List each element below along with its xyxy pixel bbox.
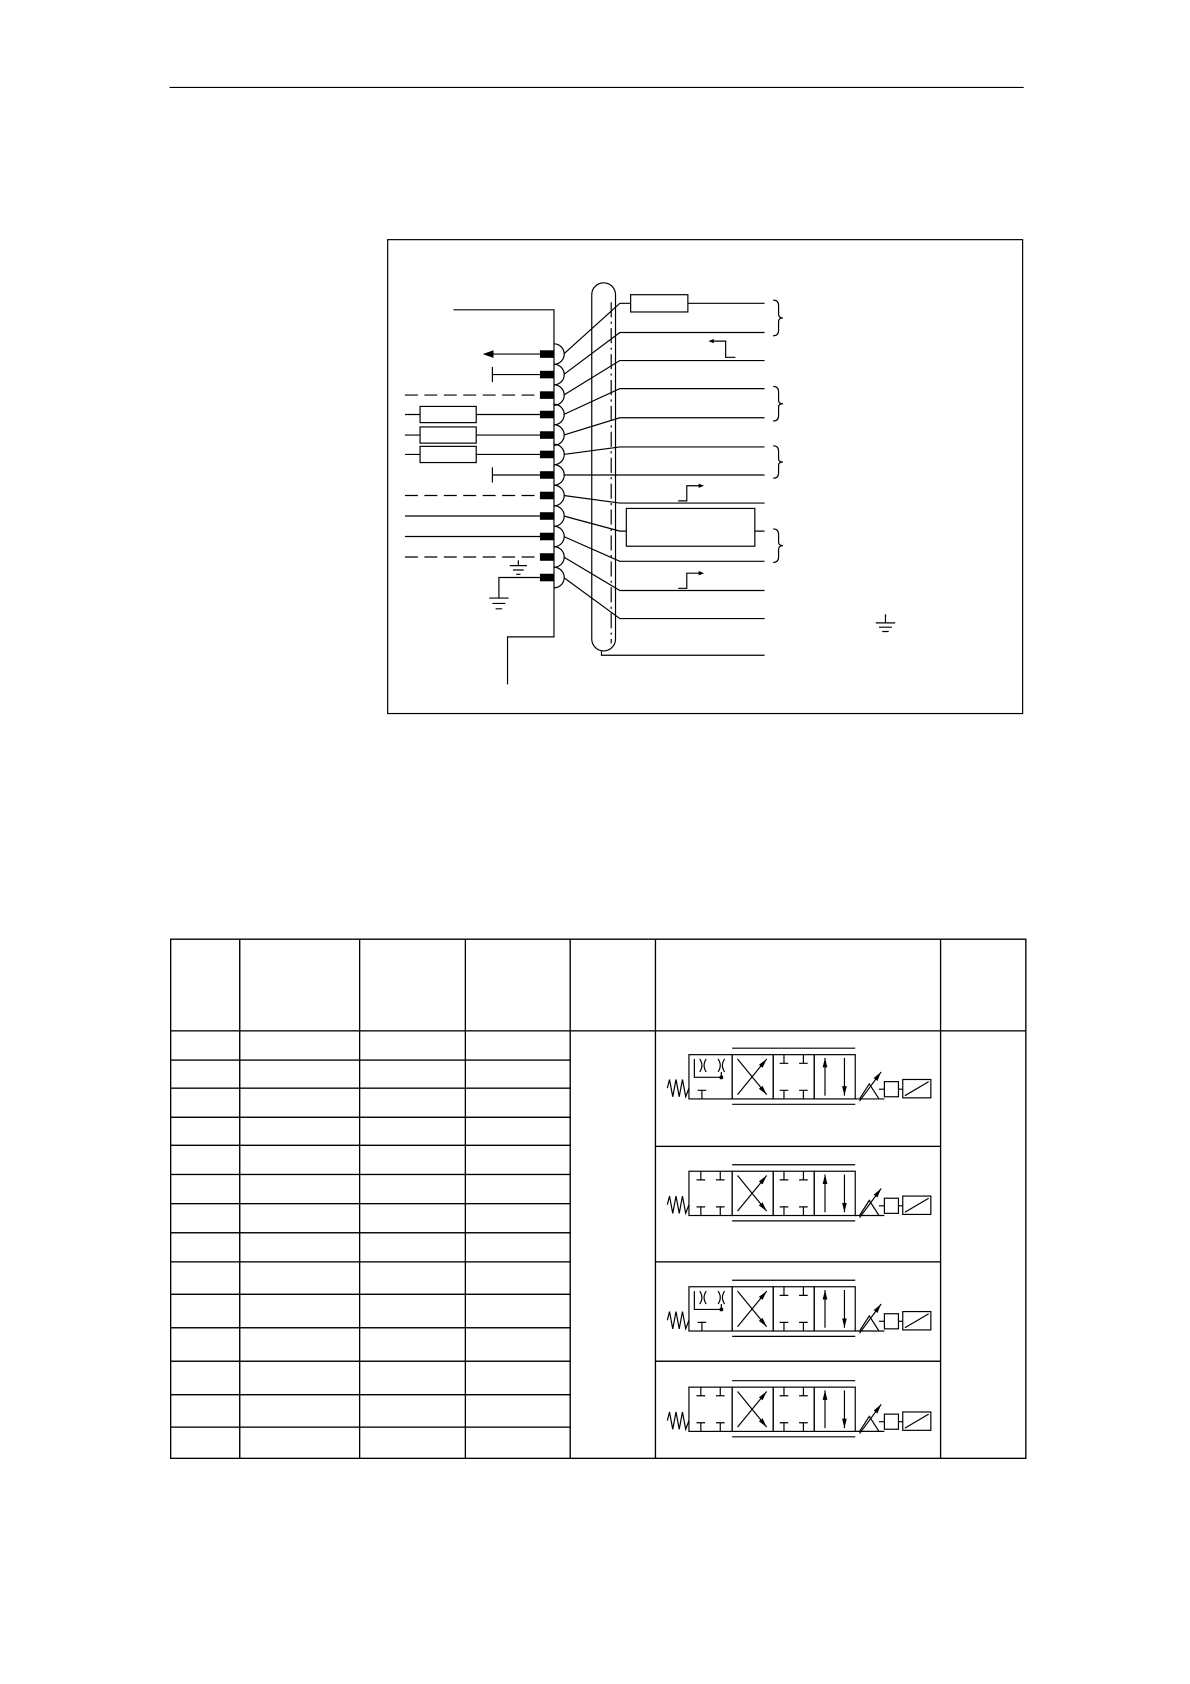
pin-contact <box>554 567 564 588</box>
table-cell <box>360 1328 466 1361</box>
cable-wires <box>564 303 765 618</box>
table-cell <box>240 1233 360 1262</box>
table-header-cell <box>941 939 1026 1031</box>
left-wiring <box>405 350 540 609</box>
cable-wire <box>564 557 765 590</box>
table-cell <box>240 1117 360 1145</box>
table-cell <box>240 1174 360 1203</box>
shield-drain-wire <box>601 651 764 655</box>
connector-pin-icon <box>540 431 554 439</box>
step-signal-icon <box>678 571 704 588</box>
pin-contact <box>554 465 564 486</box>
connector-housing <box>454 310 554 685</box>
pin-contact <box>554 344 564 365</box>
diagram-frame <box>388 240 1023 714</box>
connector-pins <box>540 344 564 588</box>
table-cell <box>360 1427 466 1458</box>
table-cell <box>171 1088 240 1117</box>
table-cell <box>465 1088 570 1117</box>
table-cell <box>360 1395 466 1427</box>
valve-symbol-cell <box>655 1146 940 1262</box>
table-cell <box>360 1088 466 1117</box>
brace-icon <box>773 300 783 336</box>
table-cell <box>465 1328 570 1361</box>
table-cell <box>240 1031 360 1060</box>
valve-symbol-cell <box>655 1262 940 1361</box>
valve-table <box>171 939 1026 1458</box>
pin-contact <box>554 364 564 385</box>
table-merged-cell <box>570 1031 655 1458</box>
connector-pin-icon <box>540 553 554 561</box>
table-cell <box>171 1427 240 1458</box>
table-cell <box>465 1031 570 1060</box>
table-cell <box>240 1204 360 1233</box>
table-cell <box>240 1088 360 1117</box>
ground-icon <box>510 560 527 574</box>
cable-wire <box>564 578 765 619</box>
connector-pin-icon <box>540 533 554 541</box>
cable-wire <box>564 332 765 374</box>
connector-pin-icon <box>540 371 554 379</box>
connector-pin-icon <box>540 391 554 399</box>
table-header-cell <box>171 939 240 1031</box>
terminated-wire <box>492 467 540 482</box>
table-cell <box>240 1328 360 1361</box>
table-cell <box>360 1145 466 1174</box>
cable-wire <box>564 418 765 435</box>
pin-contact <box>554 547 564 568</box>
cable-wire <box>564 389 765 415</box>
table-cell <box>240 1427 360 1458</box>
step-signal-icon <box>708 339 735 357</box>
table-header-cell <box>465 939 570 1031</box>
cable-wire <box>564 495 765 503</box>
connector-pin-icon <box>540 512 554 520</box>
table-header-cell <box>570 939 655 1031</box>
table-cell <box>171 1031 240 1060</box>
table-cell <box>360 1174 466 1203</box>
ground-icon <box>876 614 895 631</box>
connector-pin-icon <box>540 350 554 358</box>
table-cell <box>465 1174 570 1203</box>
pin-contact <box>554 425 564 446</box>
brace-icon <box>773 529 783 562</box>
table-cell <box>465 1395 570 1427</box>
table-cell <box>240 1060 360 1088</box>
brace-icon <box>773 446 783 478</box>
table-cell <box>240 1262 360 1294</box>
table-merged-cell <box>941 1031 1026 1458</box>
table-cell <box>171 1395 240 1427</box>
connector-pin-icon <box>540 492 554 500</box>
pin-contact <box>554 526 564 547</box>
table-header-cell <box>240 939 360 1031</box>
cable-wire <box>564 447 765 455</box>
table-cell <box>171 1117 240 1145</box>
table-header-cell <box>655 939 940 1031</box>
terminated-wire <box>492 367 540 382</box>
table-cell <box>465 1204 570 1233</box>
connector-pin-icon <box>540 451 554 459</box>
proportional-valve-throttle-icon <box>667 1048 930 1104</box>
table-cell <box>465 1361 570 1394</box>
table-cell <box>360 1262 466 1294</box>
cable-wire <box>564 361 765 396</box>
table-cell <box>360 1233 466 1262</box>
table-cell <box>360 1294 466 1327</box>
ground-wire <box>499 578 540 599</box>
connector-pin-icon <box>540 574 554 582</box>
proportional-valve-throttle-icon <box>667 1280 930 1336</box>
table-cell <box>360 1117 466 1145</box>
resistor-icon <box>420 406 476 422</box>
signal-block <box>626 508 755 546</box>
table-cell <box>465 1145 570 1174</box>
arrow-left-icon <box>483 350 494 358</box>
table-cell <box>360 1060 466 1088</box>
table-cell <box>465 1262 570 1294</box>
table-cell <box>171 1361 240 1394</box>
table-header-cell <box>360 939 466 1031</box>
table-cell <box>171 1262 240 1294</box>
table-cell <box>465 1294 570 1327</box>
table-cell <box>171 1145 240 1174</box>
table-cell <box>360 1031 466 1060</box>
connector-pin-icon <box>540 411 554 419</box>
table-cell <box>360 1204 466 1233</box>
table-cell <box>240 1294 360 1327</box>
step-signal-icon <box>678 484 704 501</box>
table-cell <box>171 1204 240 1233</box>
resistor-icon <box>420 427 476 443</box>
proportional-valve-icon <box>667 1381 930 1437</box>
table-cell <box>465 1117 570 1145</box>
pin-contact <box>554 385 564 406</box>
connector-pin-icon <box>540 471 554 479</box>
table-cell <box>171 1174 240 1203</box>
table-cell <box>171 1233 240 1262</box>
table-cell <box>171 1294 240 1327</box>
table-cell <box>171 1328 240 1361</box>
pin-contact <box>554 485 564 506</box>
table-cell <box>240 1361 360 1394</box>
valve-symbol-cell <box>655 1361 940 1458</box>
proportional-valve-icon <box>667 1165 930 1221</box>
wiring-diagram <box>388 240 1023 714</box>
pin-contact <box>554 506 564 527</box>
table-cell <box>465 1233 570 1262</box>
table-cell <box>240 1395 360 1427</box>
table-cell <box>171 1060 240 1088</box>
table-cell <box>465 1060 570 1088</box>
table-cell <box>465 1427 570 1458</box>
table-cell <box>360 1361 466 1394</box>
table-cell <box>240 1145 360 1174</box>
brace-icon <box>773 386 783 421</box>
pin-contact <box>554 404 564 425</box>
ground-icon <box>489 598 508 609</box>
resistor-icon <box>631 295 688 312</box>
resistor-icon <box>420 446 476 462</box>
pin-contact <box>554 444 564 465</box>
